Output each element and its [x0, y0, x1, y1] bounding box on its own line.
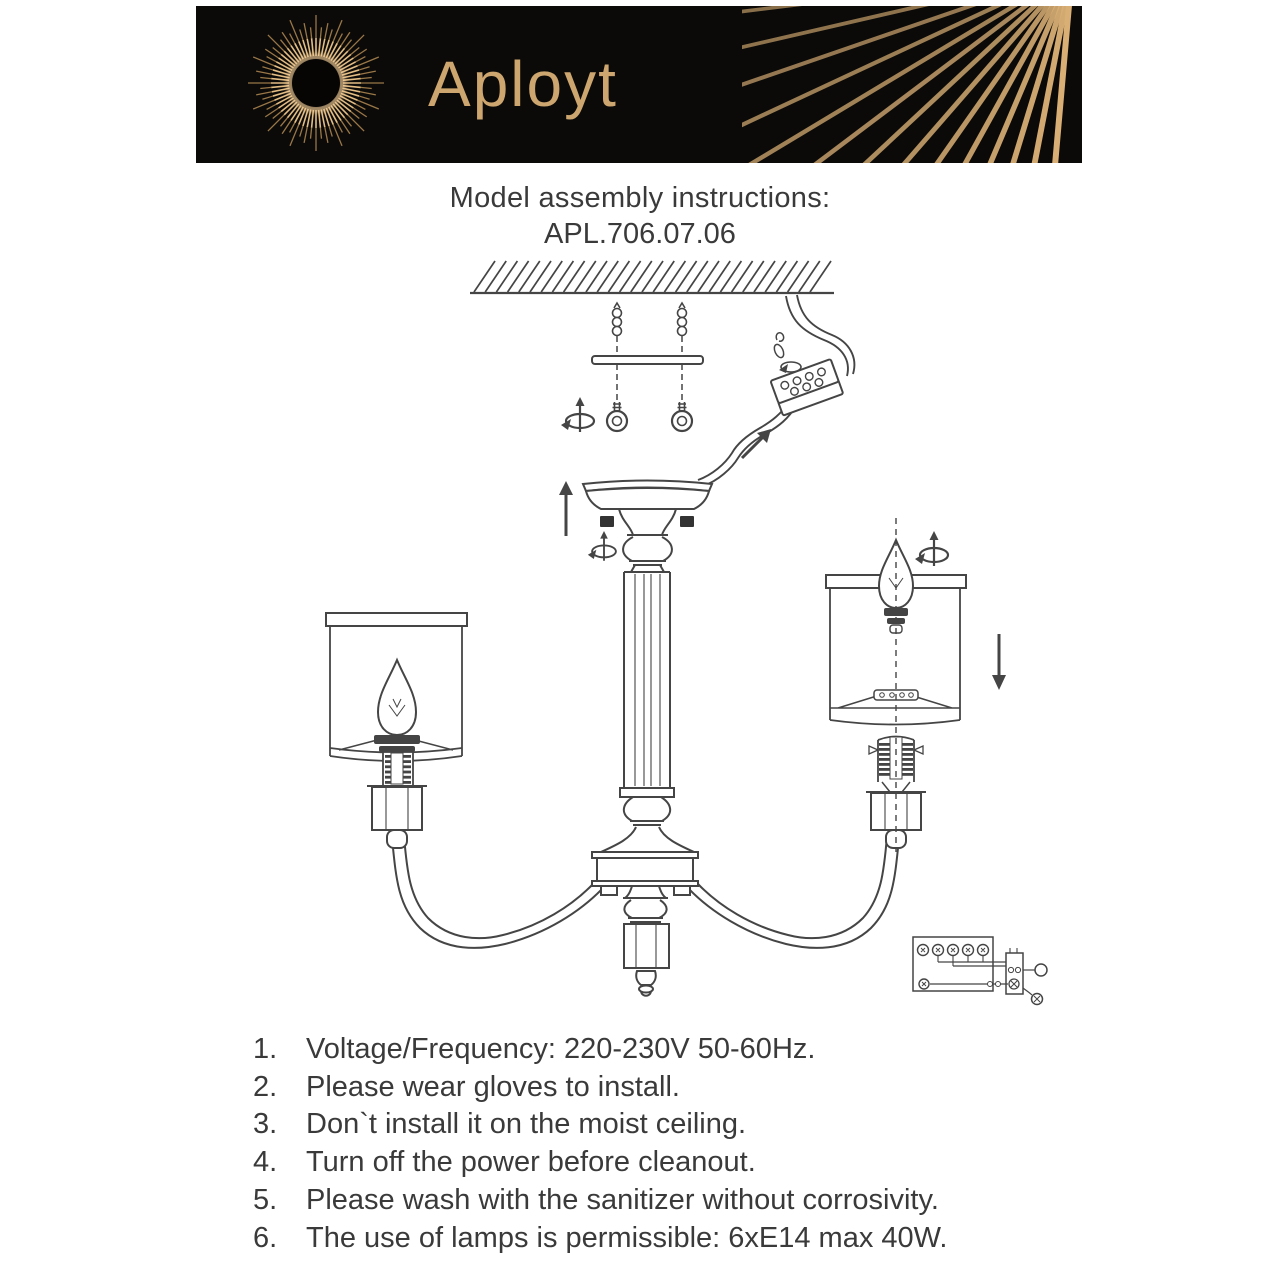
lamp-socket — [383, 752, 413, 786]
item-text: The use of lamps is permissible: 6xE14 max 40W. — [306, 1221, 948, 1254]
hub — [592, 852, 698, 996]
instruction-item — [253, 1031, 1133, 1069]
instruction-item — [253, 1182, 1133, 1220]
candle-bulb — [374, 660, 420, 752]
mounting-bar — [592, 356, 703, 364]
brand-name: Aployt — [428, 48, 618, 120]
instruction-item — [253, 1106, 1133, 1144]
clip-right — [680, 516, 694, 527]
item-number: 6. — [253, 1221, 278, 1254]
item-text: Please wash with the sanitizer without corrosivity. — [306, 1183, 939, 1216]
item-number: 4. — [253, 1146, 278, 1179]
anchor-screw — [613, 303, 687, 400]
clip-left — [600, 516, 614, 527]
arrow-ne-icon — [742, 429, 771, 458]
instruction-list — [253, 1031, 1133, 1257]
item-number: 2. — [253, 1070, 278, 1103]
item-number: 1. — [253, 1033, 278, 1065]
instruction-item — [253, 1144, 1133, 1182]
item-number: 5. — [253, 1183, 278, 1216]
rotate-icon — [561, 397, 594, 432]
column — [601, 572, 694, 852]
item-text: Please wear gloves to install. — [306, 1070, 680, 1103]
rotate-icon — [915, 531, 948, 566]
ceiling-hatch — [470, 261, 834, 293]
arrow-up-icon — [559, 481, 573, 536]
item-text: Turn off the power before cleanout. — [306, 1146, 756, 1179]
item-number: 3. — [253, 1108, 278, 1141]
rotate-icon — [588, 531, 616, 561]
instruction-item — [253, 1069, 1133, 1107]
item-text: Voltage/Frequency: 220-230V 50-60Hz. — [306, 1033, 816, 1065]
arm-left — [392, 836, 603, 948]
eye-screw — [607, 402, 692, 431]
finial — [636, 971, 656, 996]
terminal-block — [770, 333, 843, 416]
item-text: Don`t install it on the moist ceiling. — [306, 1108, 747, 1141]
arm-right — [688, 836, 899, 948]
wiring-schematic — [913, 937, 1047, 1005]
model-number: APL.706.07.06 — [544, 218, 736, 250]
left-lamp — [326, 613, 467, 848]
instruction-item — [253, 1220, 1133, 1258]
right-lamp — [826, 518, 966, 852]
arrow-down-icon — [992, 634, 1006, 690]
page-title: Model assembly instructions: — [449, 182, 831, 214]
